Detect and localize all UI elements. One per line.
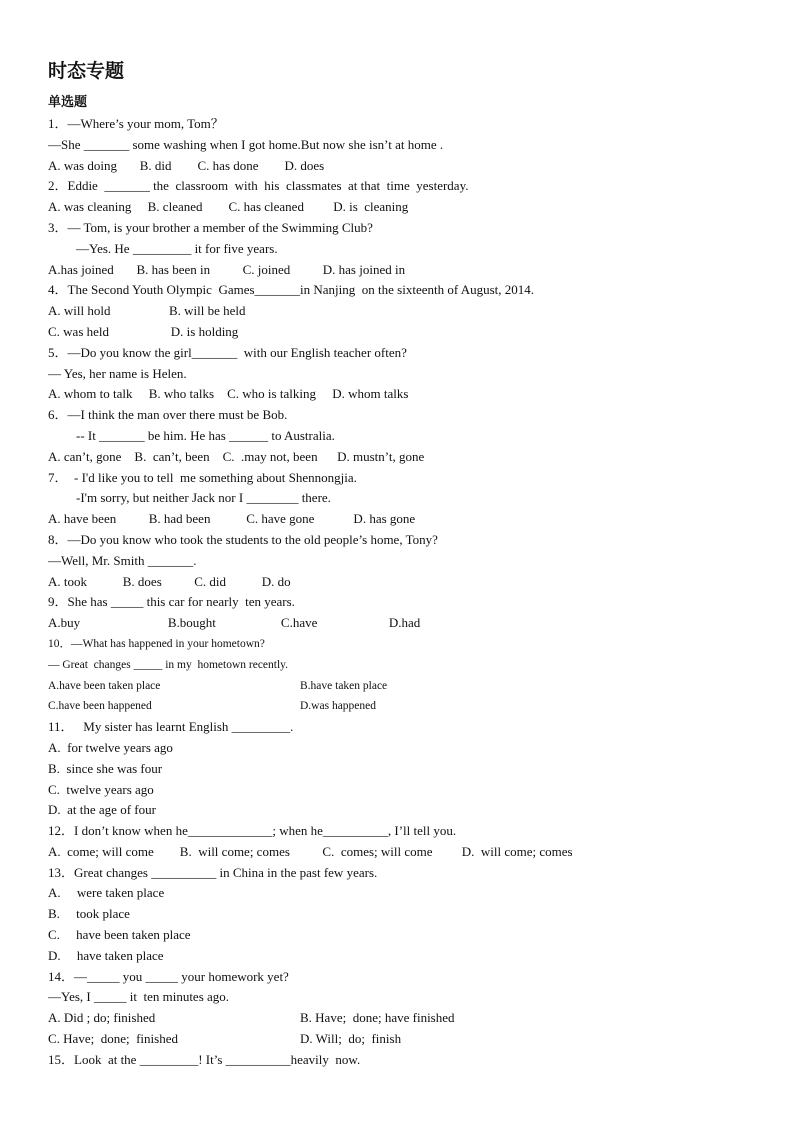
question-11: 11． My sister has learnt English _________. — [48, 719, 294, 735]
question-1: 1．—Where’s your mom, Tom？ — [48, 116, 224, 131]
question-2: 2．Eddie _______ the classroom with his classmates at that time yesterday. — [48, 178, 469, 194]
question-1-reply: —She _______ some washing when I got home.But now she isn’t at home . — [48, 136, 444, 152]
question-3: 3．— Tom, is your brother a member of the Swimming Club? — [48, 219, 373, 235]
question-13-option-c: C. have been taken place — [48, 927, 191, 943]
document-page — [48, 56, 768, 1071]
question-1-options: A. was doing B. did C. has done D. does — [48, 157, 325, 173]
question-13-option-b: B. took place — [48, 906, 130, 922]
question-11-option-a: A. for twelve years ago — [48, 739, 173, 755]
question-8-options: A. took B. does C. did D. do — [48, 573, 291, 589]
option: A.have been taken place — [48, 679, 161, 692]
question-5: 5．—Do you know the girl_______ with our English teacher often? — [48, 344, 407, 360]
question-11-option-c: C. twelve years ago — [48, 781, 154, 797]
question-9: 9．She has _____ this car for nearly ten years. — [48, 594, 295, 610]
question-6-reply: -- It _______ be him. He has ______ to Australia. — [76, 427, 335, 443]
question-10-options-cd — [48, 696, 768, 717]
question-10: 10．—What has happened in your hometown? — [48, 637, 265, 650]
section-heading: 单选题 — [48, 95, 88, 110]
question-13-option-a: A. were taken place — [48, 885, 165, 901]
question-14-reply: —Yes, I _____ it ten minutes ago. — [48, 989, 230, 1005]
question-11-option-b: B. since she was four — [48, 760, 163, 776]
question-3-reply: —Yes. He _________ it for five years. — [76, 240, 278, 256]
question-4-options-cd: C. was held D. is holding — [48, 323, 239, 339]
page-title: 时态专题 — [48, 60, 125, 82]
question-13: 13．Great changes __________ in China in the past few years. — [48, 864, 378, 880]
question-5-reply: — Yes, her name is Helen. — [48, 365, 187, 381]
question-8-reply: —Well, Mr. Smith _______. — [48, 552, 197, 568]
question-7-reply: -I'm sorry, but neither Jack nor I ________ there. — [76, 490, 331, 506]
option: D. Will; do; finish — [300, 1031, 402, 1047]
question-10-reply: — Great changes _____ in my hometown recently. — [48, 658, 289, 671]
question-14-options-cd — [48, 1029, 768, 1050]
option: A. Did ; do; finished — [48, 1010, 156, 1026]
option: D.was happened — [300, 700, 377, 713]
question-10-options-ab — [48, 676, 768, 697]
question-3-options: A.has joined B. has been in C. joined D. has joined in — [48, 261, 406, 277]
option: C.have been happened — [48, 700, 152, 713]
option: B. Have; done; have finished — [300, 1010, 455, 1026]
question-4: 4．The Second Youth Olympic Games_______in Nanjing on the sixteenth of August, 2014. — [48, 282, 535, 298]
question-12-options: A. come; will come B. will come; comes C. comes; will come D. will come; comes — [48, 843, 573, 859]
question-2-options: A. was cleaning B. cleaned C. has cleaned D. is cleaning — [48, 199, 409, 215]
option: C. Have; done; finished — [48, 1031, 178, 1047]
question-14: 14．—_____ you _____ your homework yet? — [48, 968, 289, 984]
question-12: 12．I don’t know when he_____________; when he__________, I’ll tell you. — [48, 823, 457, 839]
question-7: 7． - I'd like you to tell me something about Shennongjia. — [48, 469, 357, 485]
question-11-option-d: D. at the age of four — [48, 802, 156, 818]
option: B.have taken place — [300, 679, 388, 692]
question-7-options: A. have been B. had been C. have gone D. has gone — [48, 511, 416, 527]
question-9-options: A.buy B.bought C.have D.had — [48, 615, 421, 631]
question-8: 8．—Do you know who took the students to the old people’s home, Tony? — [48, 531, 438, 547]
question-6: 6．—I think the man over there must be Bob. — [48, 407, 288, 423]
question-6-options: A. can’t, gone B. can’t, been C. .may not, been D. mustn’t, gone — [48, 448, 425, 464]
question-15: 15．Look at the _________! It’s __________heavily now. — [48, 1051, 361, 1067]
question-4-options-ab: A. will hold B. will be held — [48, 303, 246, 319]
question-5-options: A. whom to talk B. who talks C. who is talking D. whom talks — [48, 386, 409, 402]
question-13-option-d: D. have taken place — [48, 947, 164, 963]
question-14-options-ab — [48, 1008, 768, 1029]
